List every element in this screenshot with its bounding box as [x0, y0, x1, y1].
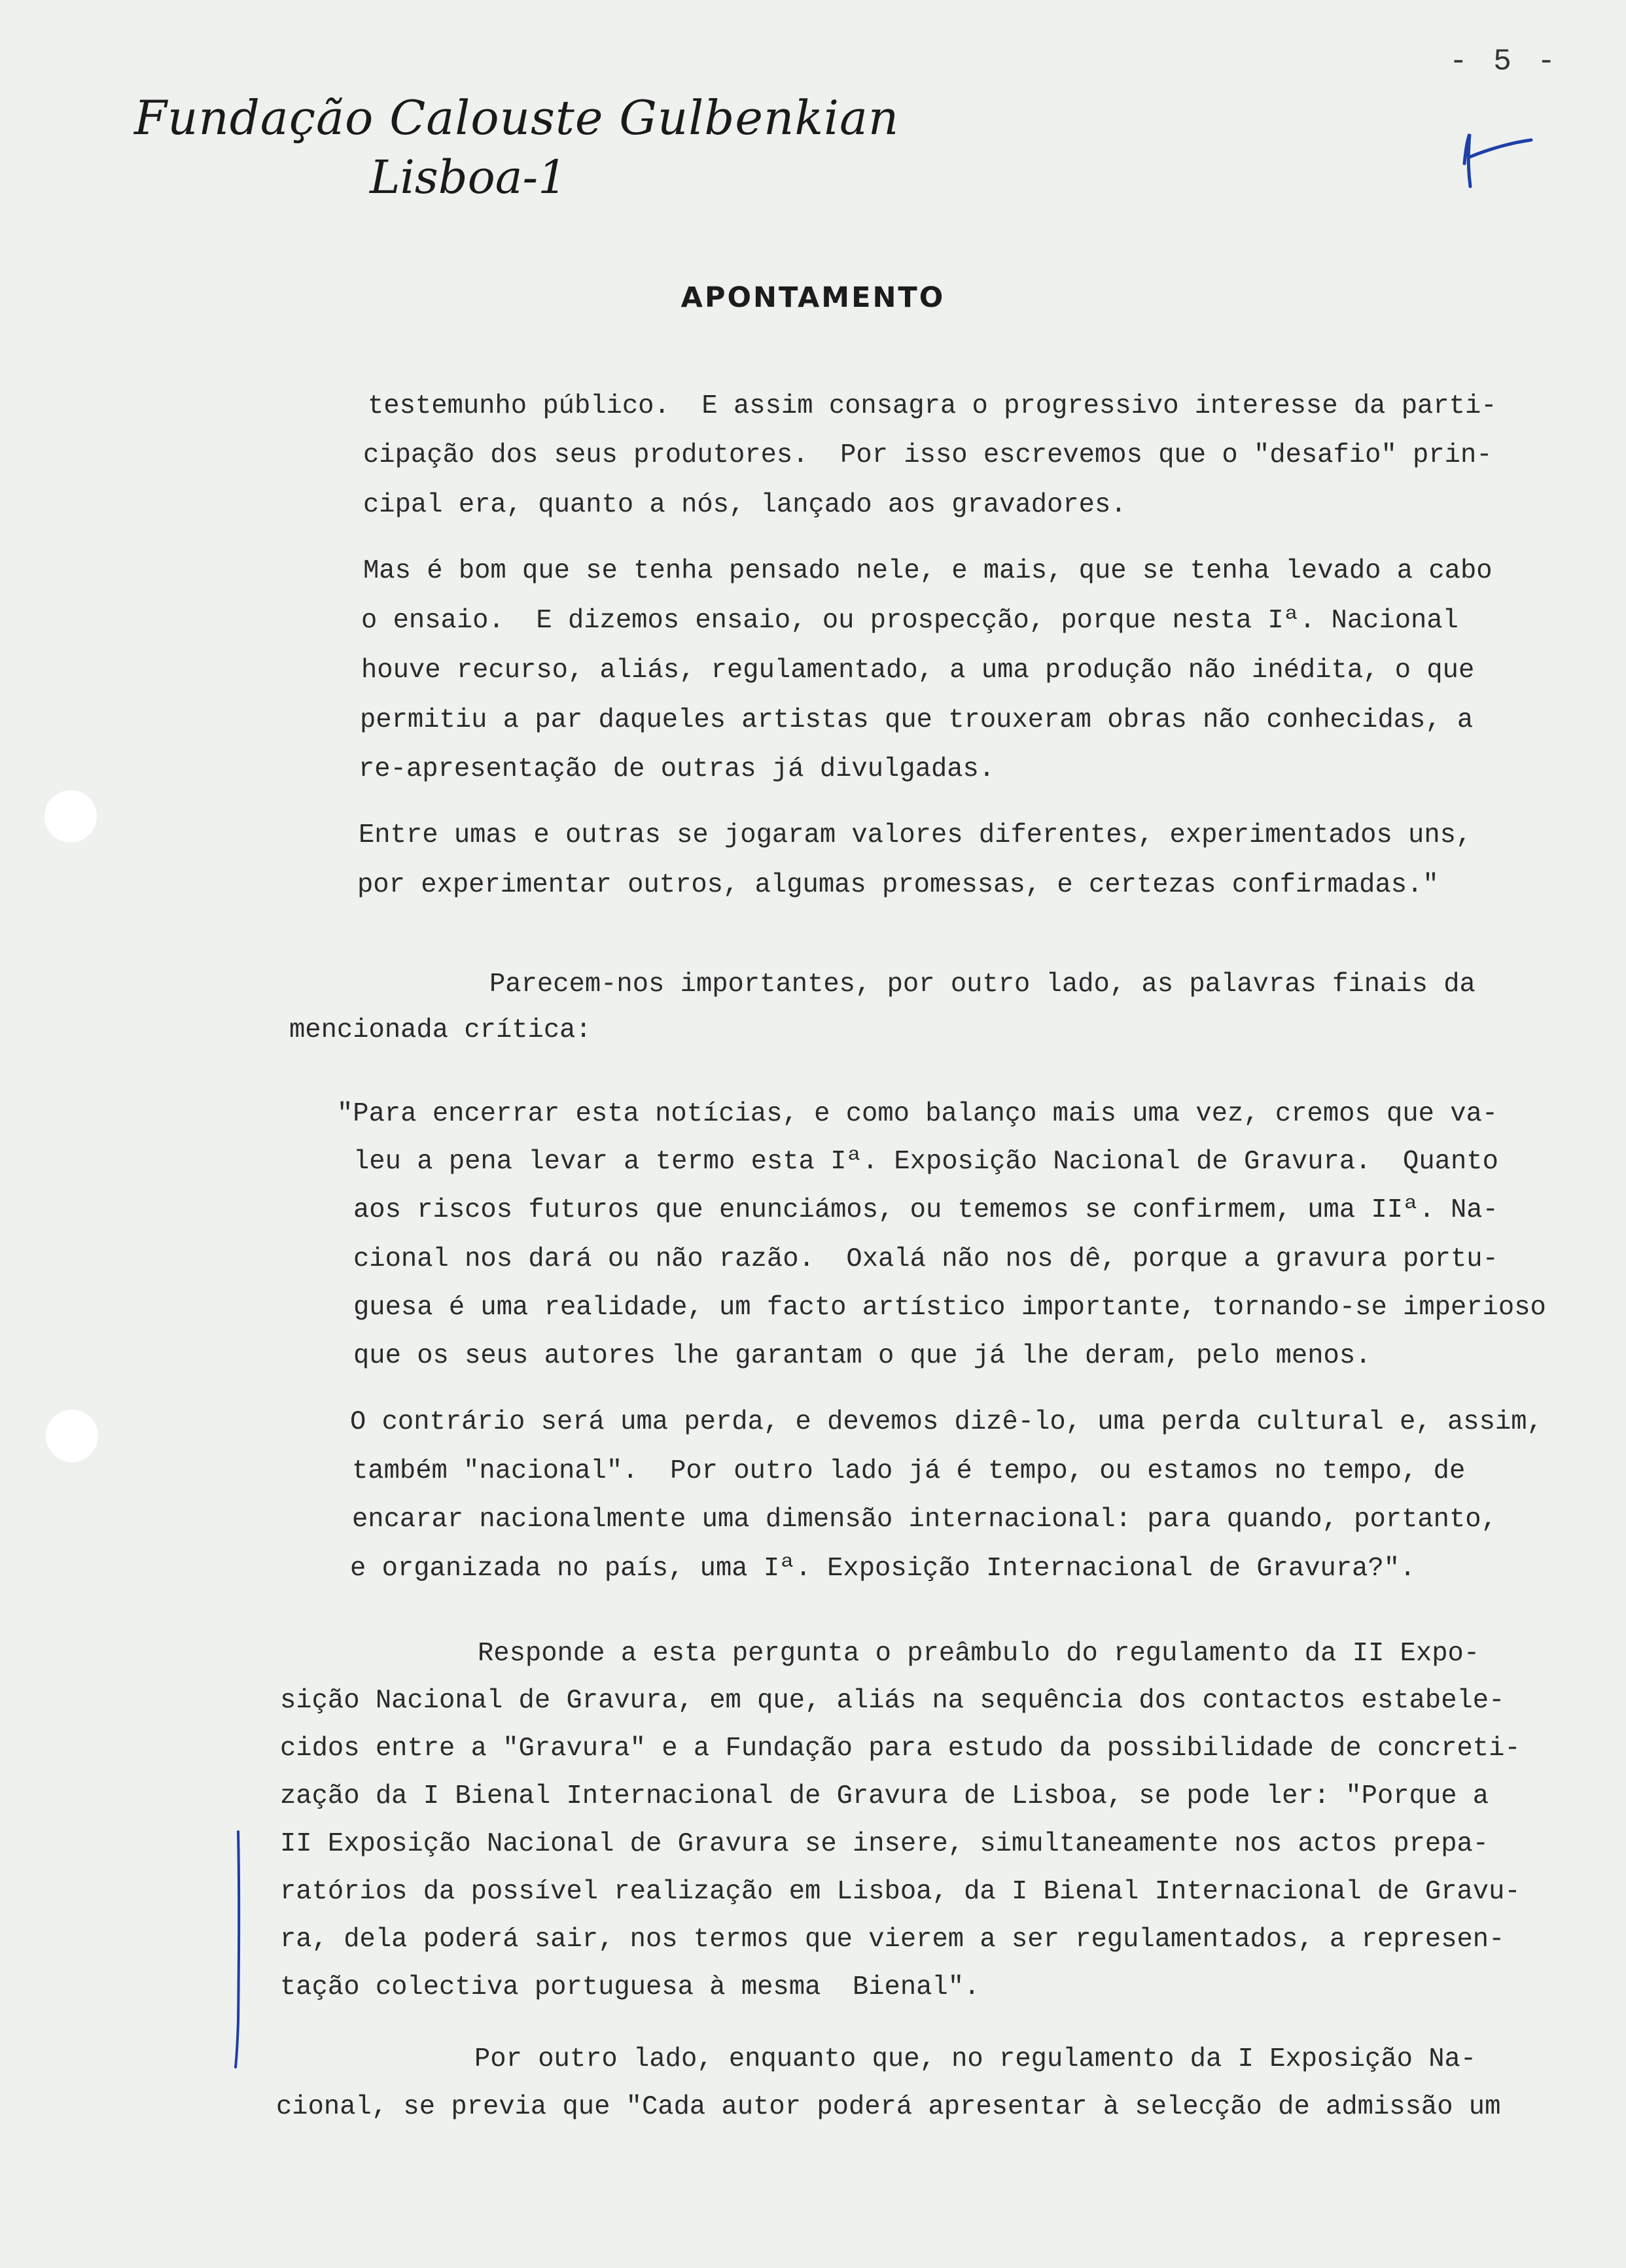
text-line: e organizada no país, uma Iª. Exposição Internacional de Gravura?". — [350, 1554, 1416, 1584]
text-line: cipal era, quanto a nós, lançado aos gravadores. — [363, 490, 1127, 520]
text-line: "Para encerrar esta notícias, e como balanço mais uma vez, cremos que va- — [337, 1099, 1498, 1129]
handwritten-initial-mark — [1464, 134, 1531, 186]
text-line: Parecem-nos importantes, por outro lado, as palavras finais da — [489, 969, 1476, 1000]
document-title: APONTAMENTO — [680, 281, 946, 314]
letterhead-city: Lisboa-1 — [370, 150, 567, 204]
text-line: ratórios da possível realização em Lisboa, da I Bienal Internacional de Gravu- — [280, 1877, 1521, 1907]
text-line: o ensaio. E dizemos ensaio, ou prospecção, porque nesta Iª. Nacional — [361, 606, 1458, 636]
text-line: Responde a esta pergunta o preâmbulo do regulamento da II Expo- — [478, 1639, 1480, 1669]
text-line: II Exposição Nacional de Gravura se insere, simultaneamente nos actos prepa- — [280, 1829, 1489, 1859]
text-line: guesa é uma realidade, um facto artístico importante, tornando-se imperioso — [353, 1293, 1546, 1323]
text-line: leu a pena levar a termo esta Iª. Exposição Nacional de Gravura. Quanto — [353, 1147, 1498, 1177]
text-line: encarar nacionalmente uma dimensão internacional: para quando, portanto, — [352, 1505, 1497, 1535]
text-line: testemunho público. E assim consagra o progressivo interesse da parti- — [368, 391, 1497, 421]
text-line: zação da I Bienal Internacional de Gravura de Lisboa, se pode ler: "Porque a — [280, 1781, 1489, 1811]
text-line: cional nos dará ou não razão. Oxalá não nos dê, porque a gravura portu- — [353, 1244, 1498, 1274]
text-line: por experimentar outros, algumas promessas, e certezas confirmadas." — [357, 870, 1439, 900]
text-line: Entre umas e outras se jogaram valores diferentes, experimentados uns, — [359, 820, 1472, 850]
letterhead-organization: Fundação Calouste Gulbenkian — [134, 90, 900, 145]
text-line: mencionada crítica: — [289, 1015, 592, 1045]
text-line: que os seus autores lhe garantam o que já lhe deram, pelo menos. — [353, 1341, 1371, 1371]
text-line: Por outro lado, enquanto que, no regulamento da I Exposição Na- — [474, 2044, 1477, 2074]
text-line: também "nacional". Por outro lado já é tempo, ou estamos no tempo, de — [352, 1456, 1466, 1486]
text-line: O contrário será uma perda, e devemos dizê-lo, uma perda cultural e, assim, — [350, 1407, 1543, 1437]
text-line: cidos entre a "Gravura" e a Fundação para estudo da possibilidade de concreti- — [280, 1734, 1521, 1764]
text-line: sição Nacional de Gravura, em que, aliás na sequência dos contactos estabele- — [280, 1686, 1505, 1716]
text-line: Mas é bom que se tenha pensado nele, e mais, que se tenha levado a cabo — [363, 556, 1493, 586]
text-line: ra, dela poderá sair, nos termos que vierem a ser regulamentados, a represen- — [280, 1925, 1505, 1955]
text-line: cional, se previa que "Cada autor poderá apresentar à selecção de admissão um — [276, 2092, 1501, 2122]
text-line: permitiu a par daqueles artistas que trouxeram obras não conhecidas, a — [360, 705, 1474, 735]
margin-vertical-line — [236, 1832, 239, 2067]
text-line: aos riscos futuros que enunciámos, ou tememos se confirmem, uma IIª. Na- — [353, 1195, 1498, 1225]
text-line: houve recurso, aliás, regulamentado, a uma produção não inédita, o que — [361, 655, 1475, 686]
text-line: re-apresentação de outras já divulgadas. — [359, 754, 995, 784]
text-line: tação colectiva portuguesa à mesma Bienal". — [280, 1972, 980, 2002]
text-line: cipação dos seus produtores. Por isso escrevemos que o "desafio" prin- — [363, 440, 1493, 470]
page-number: - 5 - — [1449, 44, 1560, 79]
